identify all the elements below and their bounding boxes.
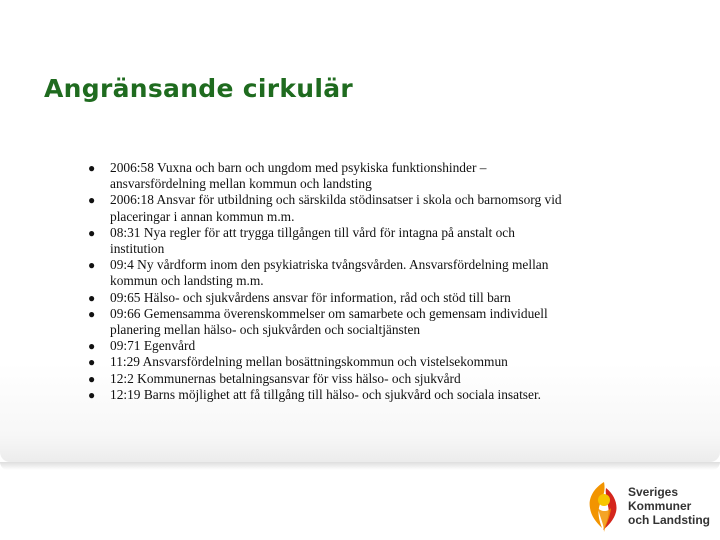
list-item — [88, 306, 568, 338]
bullet-icon: ● — [88, 387, 96, 402]
bullet-icon: ● — [88, 161, 96, 175]
list-item-text: 08:31 Nya regler för att trygga tillgången till vård för intagna på anstalt och institution — [110, 224, 515, 257]
list-item-text: 09:65 Hälso- och sjukvårdens ansvar för information, råd och stöd till barn — [110, 289, 511, 305]
list-item-text: 12:19 Barns möjlighet att få tillgång till hälso- och sjukvård och sociala insatser. — [110, 386, 542, 402]
bullet-icon: ● — [88, 258, 96, 273]
list-item-text: 2006:18 Ansvar för utbildning och särskilda stödinsatser i skola och barnomsorg vid placeringar i annan kommun m.m. — [110, 192, 562, 224]
slide-title: Angränsande cirkulär — [44, 74, 354, 103]
skl-logo — [584, 478, 714, 534]
list-item-text: 11:29 Ansvarsfördelning mellan bosättningskommun och vistelsekommun — [110, 354, 508, 370]
bullet-icon: ● — [88, 355, 96, 370]
skl-emblem-icon — [584, 478, 624, 534]
list-item — [88, 354, 568, 370]
list-item-text: 09:4 Ny vårdform inom den psykiatriska tvångsvården. Ansvarsfördelning mellan kommun och landsting m.m. — [110, 257, 549, 289]
logo-text — [628, 485, 710, 527]
bullet-icon: ● — [88, 193, 96, 208]
list-item — [88, 290, 568, 306]
list-item — [88, 192, 568, 224]
list-item-text: 09:66 Gemensamma överenskommelser om samarbete och gemensam individuell planering mellan hälso- och sjukvården och socialtjänsten — [110, 305, 548, 338]
bullet-list — [88, 160, 568, 403]
logo-text-line: och Landsting — [628, 513, 710, 527]
list-item — [88, 387, 568, 403]
bullet-icon: ● — [88, 290, 96, 305]
list-item-text: 2006:58 Vuxna och barn och ungdom med psykiska funktionshinder – ansvarsfördelning mellan kommun och landsting — [110, 160, 487, 192]
list-item-text: 09:71 Egenvård — [110, 338, 196, 354]
list-item — [88, 160, 568, 192]
list-item — [88, 225, 568, 257]
list-item — [88, 338, 568, 354]
bullet-icon: ● — [88, 371, 96, 386]
logo-text-line: Sveriges — [628, 485, 679, 499]
list-item — [88, 257, 568, 289]
list-item-text: 12:2 Kommunernas betalningsansvar för viss hälso- och sjukvård — [110, 370, 461, 386]
logo-text-line: Kommuner — [628, 499, 692, 513]
bullet-icon: ● — [88, 306, 96, 321]
bullet-icon: ● — [88, 339, 96, 354]
bullet-icon: ● — [88, 225, 96, 240]
list-item — [88, 371, 568, 387]
